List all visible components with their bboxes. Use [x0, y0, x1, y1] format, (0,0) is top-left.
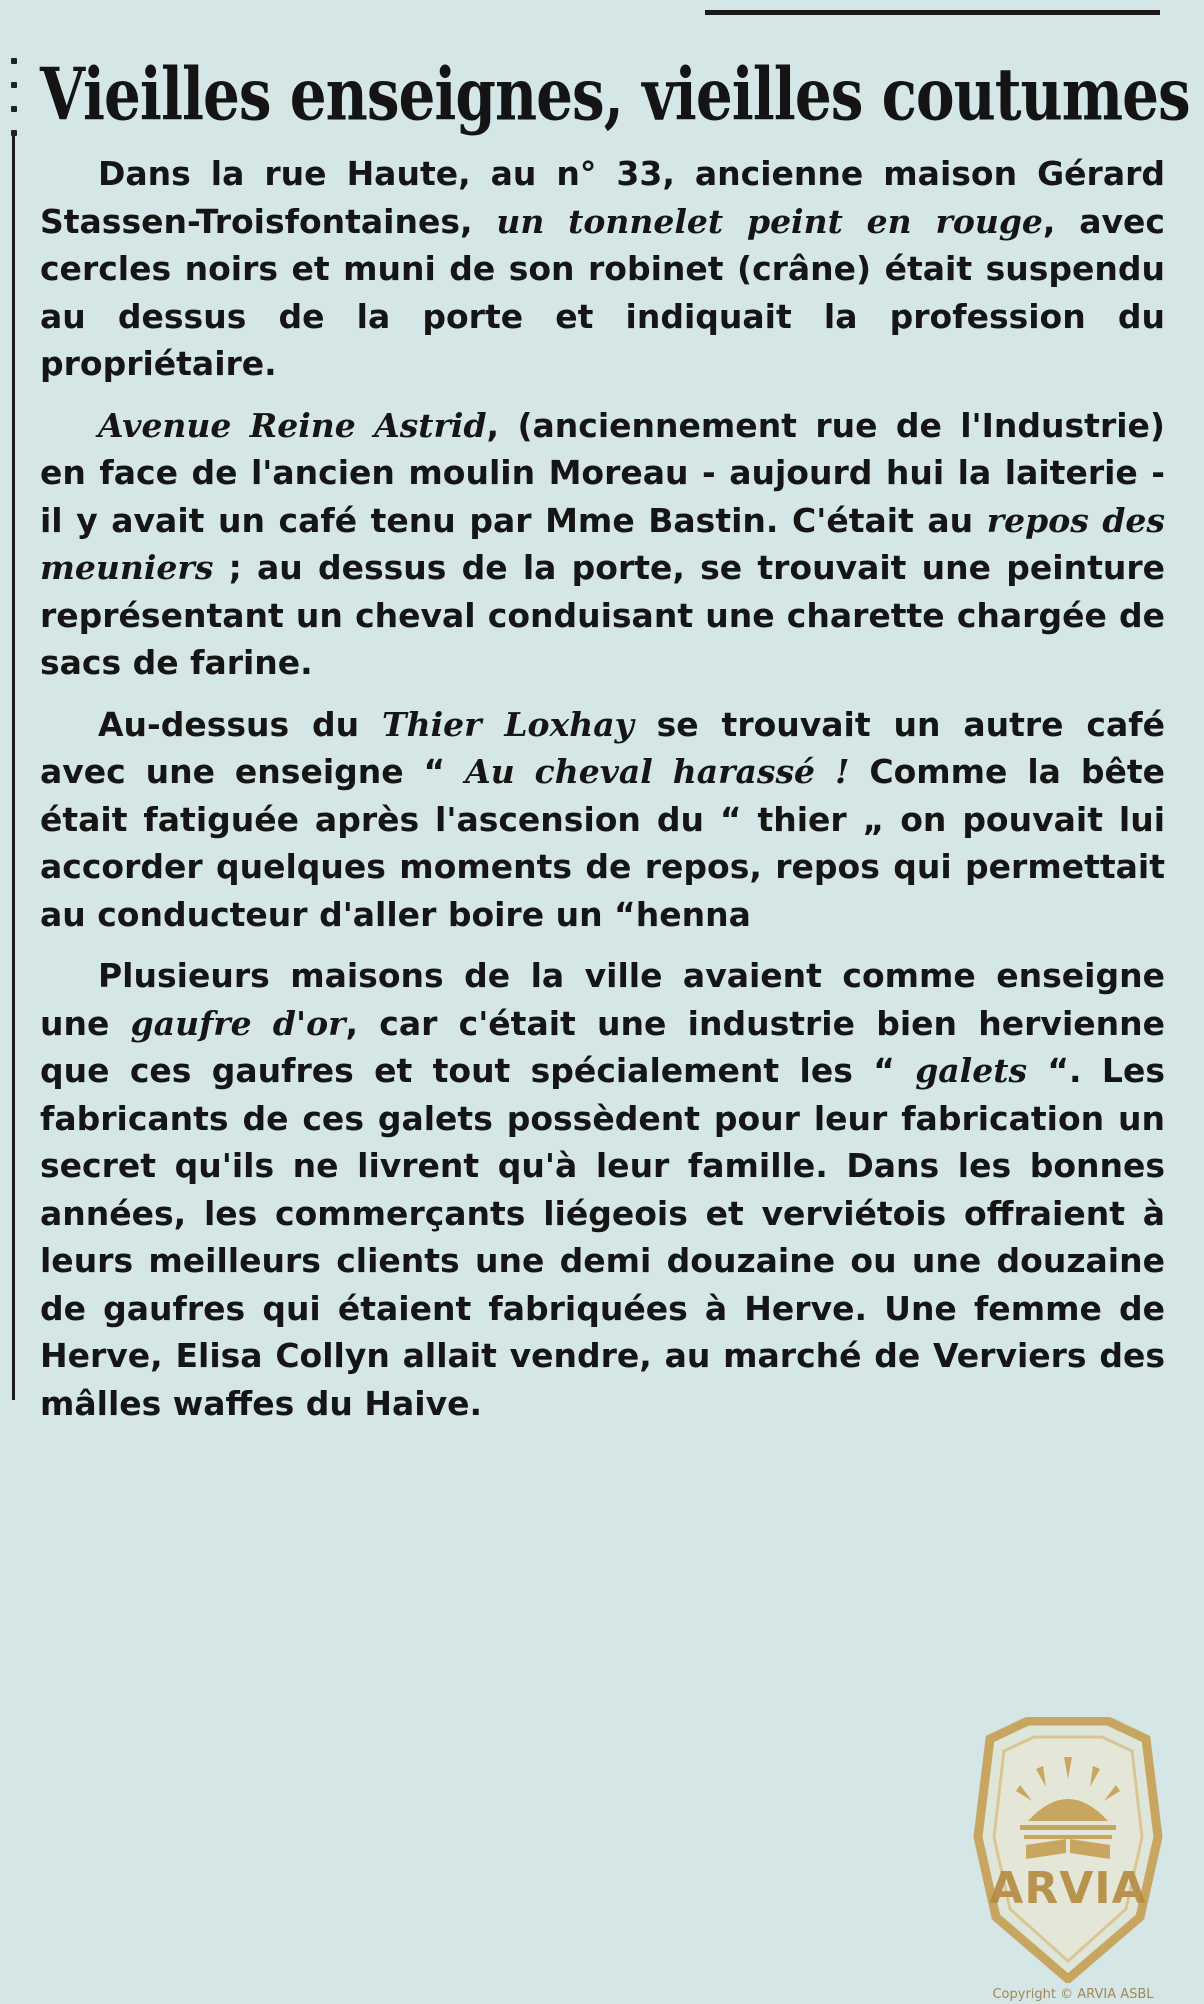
article-headline: Vieilles enseignes, vieilles coutumes [40, 51, 1190, 137]
left-margin-marks [8, 40, 22, 160]
italic-phrase: repos des meuniers [40, 500, 1165, 587]
copyright-notice: Copyright © ARVIA ASBL [992, 1987, 1154, 2002]
text-run: “. Les fabricants de ces galets possèdent pour leur fabrication un secret qu'ils ne livrent qu'à leur famille. Dans les bonnes années, les commerçants liégeois et verviétois offraient à leurs meilleurs clients une demi douzaine ou une douzaine de gaufres qui étaient fabriquées à Herve. Une femme de Herve, Elisa Collyn allait vendre, au marché de Verviers des mâlles waffes du Haive. [40, 1051, 1165, 1423]
article-paragraph [40, 150, 1165, 388]
text-run: , avec cercles noirs et muni de son robinet (crâne) était suspendu au dessus de la porte et indiquait la profession du propriétaire. [40, 201, 1165, 383]
italic-phrase: Thier Loxhay [382, 704, 634, 744]
article-paragraph [40, 402, 1165, 687]
italic-phrase: Au cheval harassé ! [465, 752, 850, 791]
text-run: Comme la bête était fatiguée après l'ascension du “ thier „ on pouvait lui accorder quelques moments de repos, repos qui permettait au conducteur d'aller boire un “henna [40, 752, 1165, 934]
logo-text: ARVIA [989, 1863, 1147, 1914]
italic-phrase: Avenue Reine Astrid [98, 405, 487, 445]
text-run: Au-dessus du [98, 704, 383, 744]
text-run: ; au dessus de la porte, se trouvait une peinture représentant un cheval conduisant une charette chargée de sacs de farine. [40, 548, 1165, 682]
italic-phrase: gaufre d'or [130, 1003, 346, 1043]
italic-phrase: galets [915, 1051, 1028, 1090]
left-margin-rule [12, 130, 15, 1400]
arvia-logo [968, 1717, 1168, 1983]
text-run: , car c'était une industrie bien hervienne que ces gaufres et tout spécialement les “ [40, 1003, 1166, 1090]
article-paragraph [40, 952, 1165, 1427]
italic-phrase: un tonnelet peint en rouge [496, 201, 1043, 241]
article-paragraph [40, 701, 1165, 939]
newspaper-clipping [40, 38, 1190, 1988]
article-body [40, 150, 1165, 1427]
text-run: , (anciennement rue de l'Industrie) en face de l'ancien moulin Moreau - aujourd hui la laiterie - il y avait un café tenu par Mme Bastin. C'était au [40, 405, 1166, 540]
top-rule [705, 10, 1160, 15]
arvia-shield-icon [968, 1717, 1168, 1983]
text-run: Plusieurs maisons de la ville avaient comme enseigne une [40, 956, 1165, 1043]
text-run: se trouvait un autre café avec une enseigne “ [40, 704, 1165, 791]
text-run: Dans la rue Haute, au n° 33, ancienne maison Gérard Stassen-Troisfontaines, [40, 154, 1165, 241]
